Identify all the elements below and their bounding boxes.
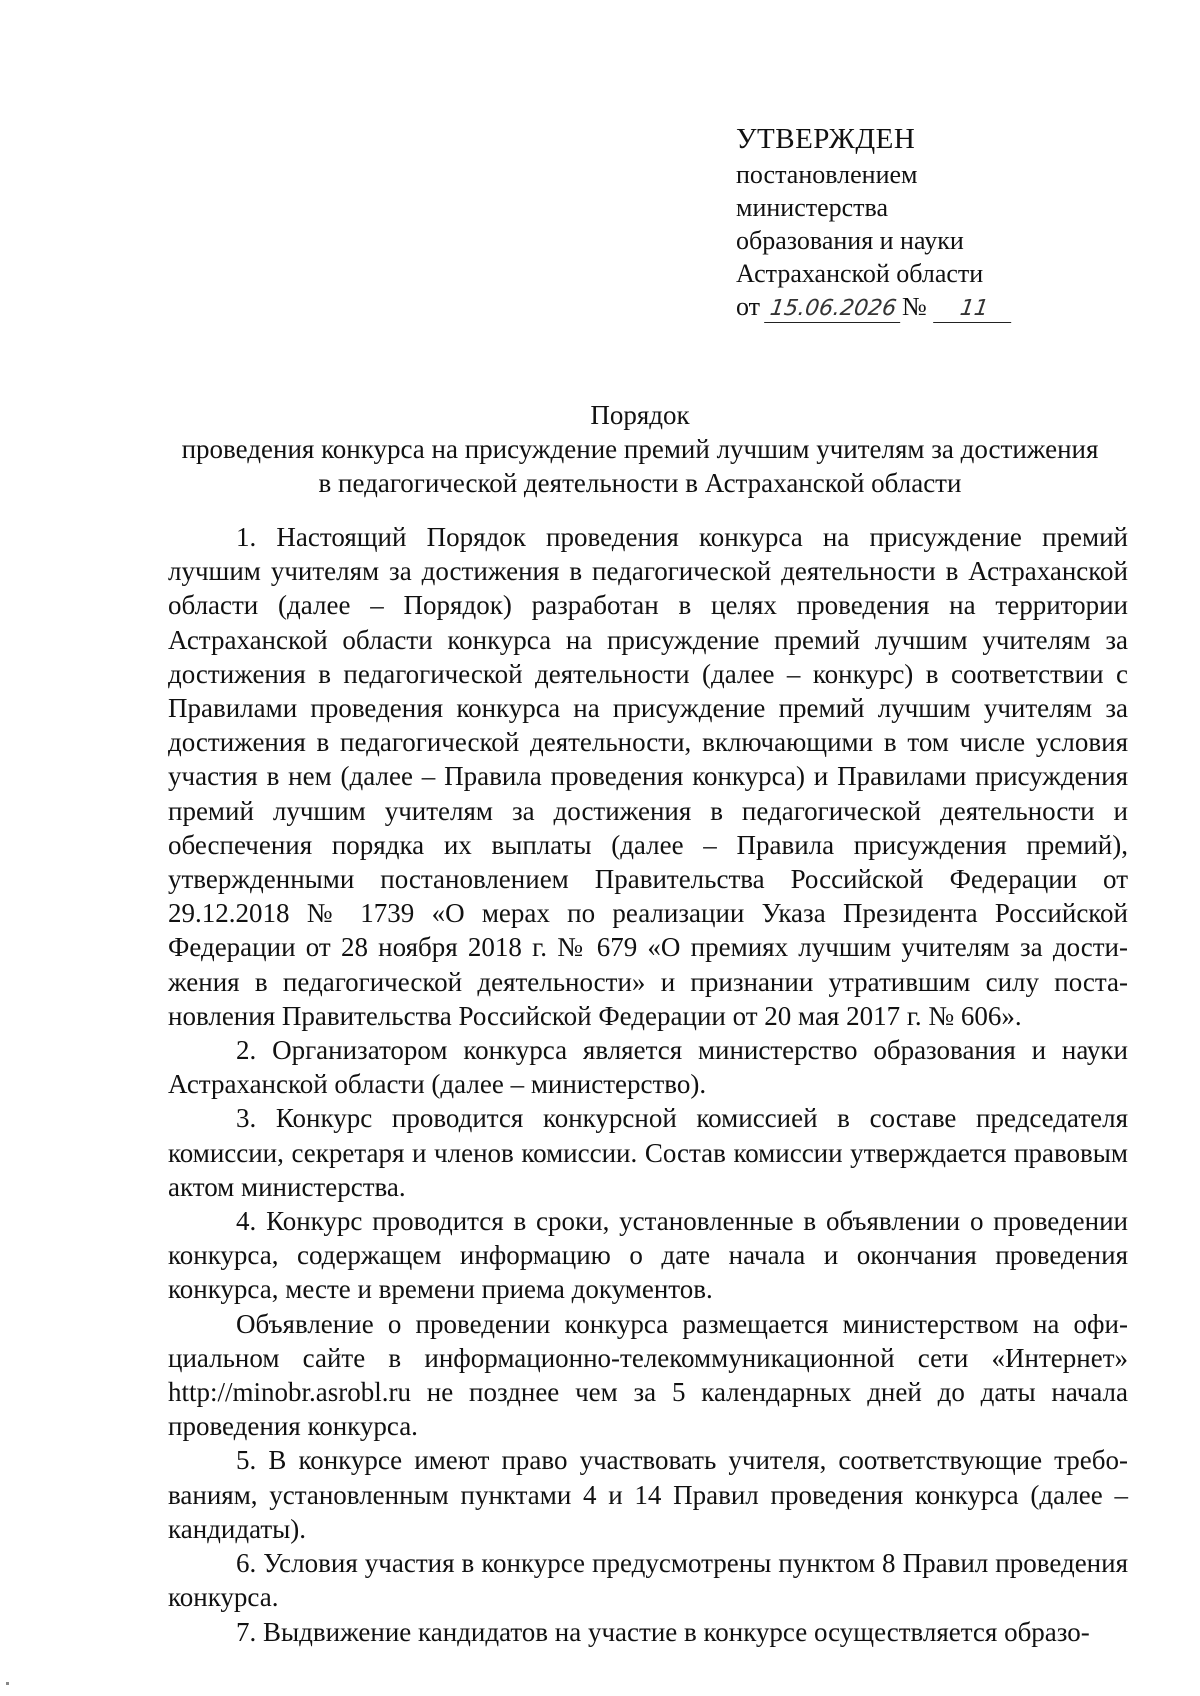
title-line-2: проведения конкурса на присуждение премий лучшим учителям за достижения <box>181 434 1099 464</box>
approval-line: образования и науки <box>736 226 964 255</box>
paragraph-7: 7. Выдвижение кандидатов на участие в конкурсе осуществляется образо- <box>236 1616 1090 1647</box>
approval-block <box>736 122 1066 323</box>
document-title <box>140 398 1140 500</box>
paragraph-3: 3. Конкурс проводится конкурсной комиссией в составе председателя комиссии, секретаря и членов комиссии. Состав комиссии утверждается правовым актом министерства. <box>168 1103 1128 1202</box>
scan-artifact <box>6 1682 9 1685</box>
document-body <box>168 520 1128 1649</box>
approval-date-number <box>736 290 1066 323</box>
title-line-1: Порядок <box>590 400 690 430</box>
paragraph-4-announcement: Объявление о проведении конкурса размещается министерством на официальном сайте в информационно-телекоммуникационной сети «Интернет» http://minobr.asrobl.ru не позднее чем за 5 календарных дней до даты начала проведения конкурса. <box>168 1308 1128 1442</box>
title-line-3: в педагогической деятельности в Астраханской области <box>318 468 962 498</box>
handwritten-date: 15.06.2026 <box>764 296 904 323</box>
paragraph-5: 5. В конкурсе имеют право участвовать учителя, соответствующие требованиям, установленным пунктами 4 и 14 Правил проведения конкурса (далее – кандидаты). <box>168 1445 1128 1544</box>
approval-line: Астраханской области <box>736 259 984 288</box>
number-prefix: № <box>902 292 927 321</box>
approval-heading: УТВЕРЖДЕН <box>736 123 916 155</box>
paragraph-6: 6. Условия участия в конкурсе предусмотрены пунктом 8 Правил проведения конкурса. <box>168 1548 1128 1613</box>
paragraph-4: 4. Конкурс проводится в сроки, установленные в объявлении о проведении конкурса, содержащем информацию о дате начала и окончания проведения конкурса, месте и времени приема документов. <box>168 1206 1128 1305</box>
paragraph-1: 1. Настоящий Порядок проведения конкурса на присуждение премий лучшим учителям за достижения в педагогической деятельности в Астраханской области (далее – Порядок) разработан в целях проведения на территории Астраханской области конкурса на присуждение премий лучшим учителям за достижения в педагогической деятельности (далее – конкурс) в соответствии с Правилами проведения конкурса на присуждение премий лучшим учителям за достижения в педагогической деятельности, включающими в том числе условия участия в нем (далее – Правила проведения конкурса) и Правилами присуждения премий лучшим учителям за достижения в педагогической деятельности и обеспечения порядка их выплаты (далее – Правила присуждения премий), утвержденными постановлением Правительства Российской Федерации от 29.12.2018 № 1739 «О мерах по реализации Указа Президента Российской Федерации от 28 ноября 2018 г. № 679 «О премиях лучшим учителям за достижения в педагогической деятельности» и признании утратившим силу постановления Правительства Российской Федерации от 20 мая 2017 г. № 606». <box>168 522 1128 1031</box>
handwritten-number: 11 <box>933 296 1015 323</box>
approval-line: постановлением <box>736 160 918 189</box>
date-prefix: от <box>736 292 761 321</box>
approval-line: министерства <box>736 193 889 222</box>
paragraph-2: 2. Организатором конкурса является министерство образования и науки Астраханской области (далее – министерство). <box>168 1035 1128 1100</box>
